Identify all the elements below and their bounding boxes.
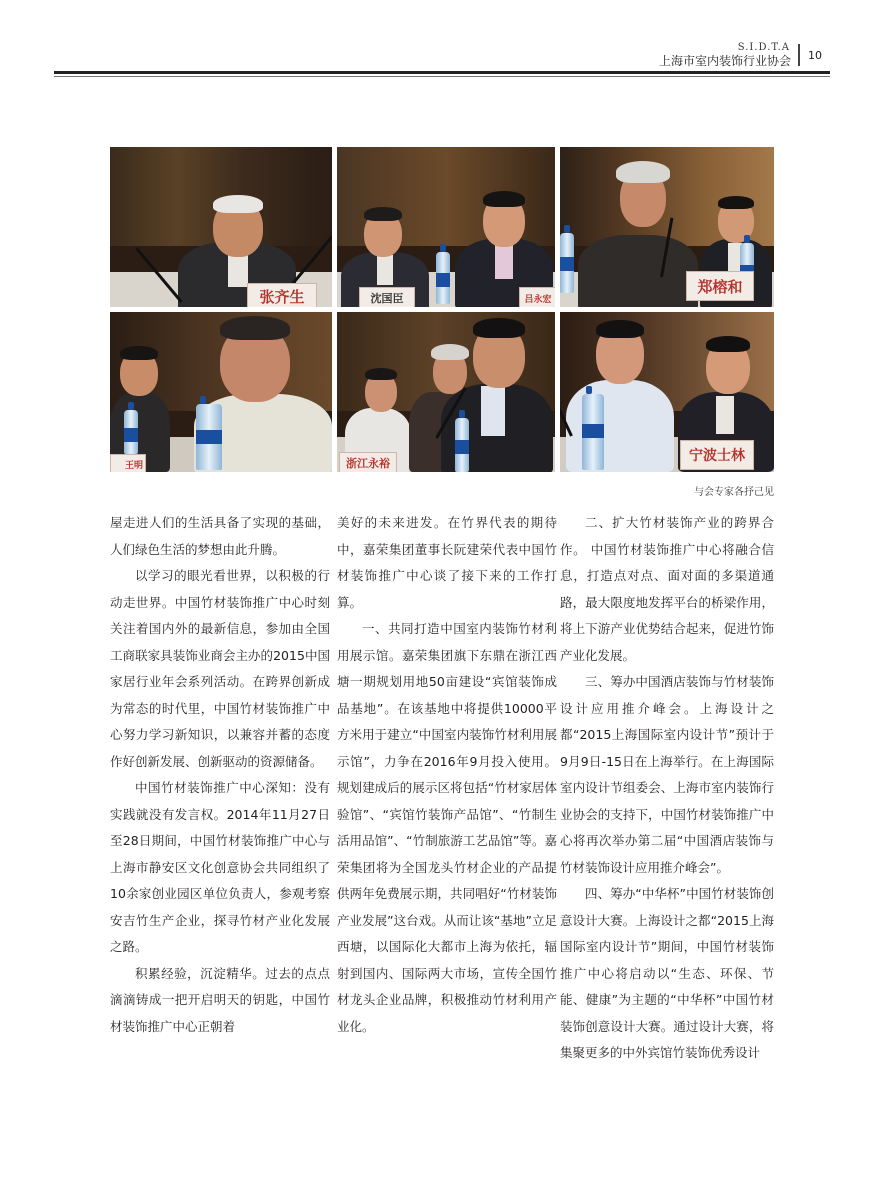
text-column-2 — [337, 510, 557, 1040]
header-org-en: S.I.D.T.A — [737, 42, 790, 53]
paragraph: 二、扩大竹材装饰产业的跨界合作。 中国竹材装饰推广中心将融合信息，打造点对点、面对面的多渠道通路，最大限度地发挥平台的桥梁作用，将上下游产业优势结合起来，促进竹饰产业化发展。 — [560, 515, 774, 663]
nameplate-6: 浙江永裕 — [339, 452, 397, 472]
nameplate-1: 张齐生 — [247, 283, 317, 307]
header-rule-thick — [54, 71, 830, 74]
header-separator — [798, 44, 800, 66]
photo-3 — [560, 147, 774, 307]
paragraph: 一、共同打造中国室内装饰竹材利用展示馆。嘉荣集团旗下东鼎在浙江西塘一期规划用地50亩建设“宾馆装饰成品基地”。在该基地中将提供10000平方米用于建立“中国室内装饰竹材利用展示馆”，力争在2016年9月投入使用。规划建成后的展示区将包括“竹材家居体验馆”、“宾馆竹装饰产品馆”、“竹制生活用品馆”、“竹制旅游工艺品馆”等。嘉荣集团将为全国龙头竹材企业的产品提供两年免费展示期，共同唱好“竹材装饰产业发展”这台戏。从而让该“基地”立足西塘，以国际化大都市上海为依托，辐射到国内、国际两大市场，宣传全国竹材龙头企业品牌，积极推动竹材利用产业化。 — [337, 621, 557, 1034]
paragraph: 三、筹办中国酒店装饰与竹材装饰设计应用推介峰会。上海设计之都“2015上海国际室内设计节”预计于9月9日-15日在上海举行。在上海国际室内设计节组委会、上海市室内装饰行业协会的支持下，中国竹材装饰推广中心将再次举办第二届“中国酒店装饰与竹材装饰设计应用推介峰会”。 — [560, 674, 774, 875]
nameplate-4: 郑榕和 — [686, 271, 754, 301]
nameplate-3: 吕永宏 — [519, 287, 555, 307]
photo-caption: 与会专家各抒己见 — [694, 487, 774, 498]
text-column-1 — [110, 510, 330, 1040]
paragraph: 屋走进人们的生活具备了实现的基础，人们绿色生活的梦想由此升腾。 — [110, 515, 330, 557]
paragraph: 以学习的眼光看世界，以积极的行动走世界。中国竹材装饰推广中心时刻关注着国内外的最新信息，参加由全国工商联家具装饰业商会主办的2015中国家居行业年会系列活动。在跨界创新成为常态的时代里，中国竹材装饰推广中心努力学习新知识，以兼容并蓄的态度作好创新发展、创新驱动的资源储备。 — [110, 568, 330, 769]
photo-5 — [337, 312, 555, 472]
nameplate-7: 宁波士林 — [680, 440, 754, 470]
page-number: 10 — [808, 49, 822, 62]
nameplate-5: 王明 — [110, 454, 146, 472]
photo-1 — [110, 147, 332, 307]
nameplate-2: 沈国臣 — [359, 287, 415, 307]
paragraph: 四、筹办“中华杯”中国竹材装饰创意设计大赛。上海设计之都“2015上海国际室内设计节”期间，中国竹材装饰推广中心将启动以“生态、环保、节能、健康”为主题的“中华杯”中国竹材装饰创意设计大赛。通过设计大赛，将集聚更多的中外宾馆竹装饰优秀设计 — [560, 886, 774, 1060]
photo-6 — [560, 312, 774, 472]
header-rule-thin — [54, 76, 830, 77]
paragraph: 积累经验，沉淀精华。过去的点点滴滴铸成一把开启明天的钥匙，中国竹材装饰推广中心正朝着 — [110, 965, 330, 1034]
header-org-cn: 上海市室内装饰行业协会 — [658, 54, 791, 68]
text-column-3 — [560, 510, 774, 1067]
photo-4 — [110, 312, 332, 472]
paragraph: 美好的未来进发。在竹界代表的期待中，嘉荣集团董事长阮建荣代表中国竹材装饰推广中心谈了接下来的工作打算。 — [337, 515, 557, 610]
paragraph: 中国竹材装饰推广中心深知：没有实践就没有发言权。2014年11月27日至28日期间，中国竹材装饰推广中心与上海市静安区文化创意协会共同组织了10余家创业园区单位负责人，参观考察安吉竹生产企业，探寻竹材产业化发展之路。 — [110, 780, 330, 954]
photo-2 — [337, 147, 555, 307]
